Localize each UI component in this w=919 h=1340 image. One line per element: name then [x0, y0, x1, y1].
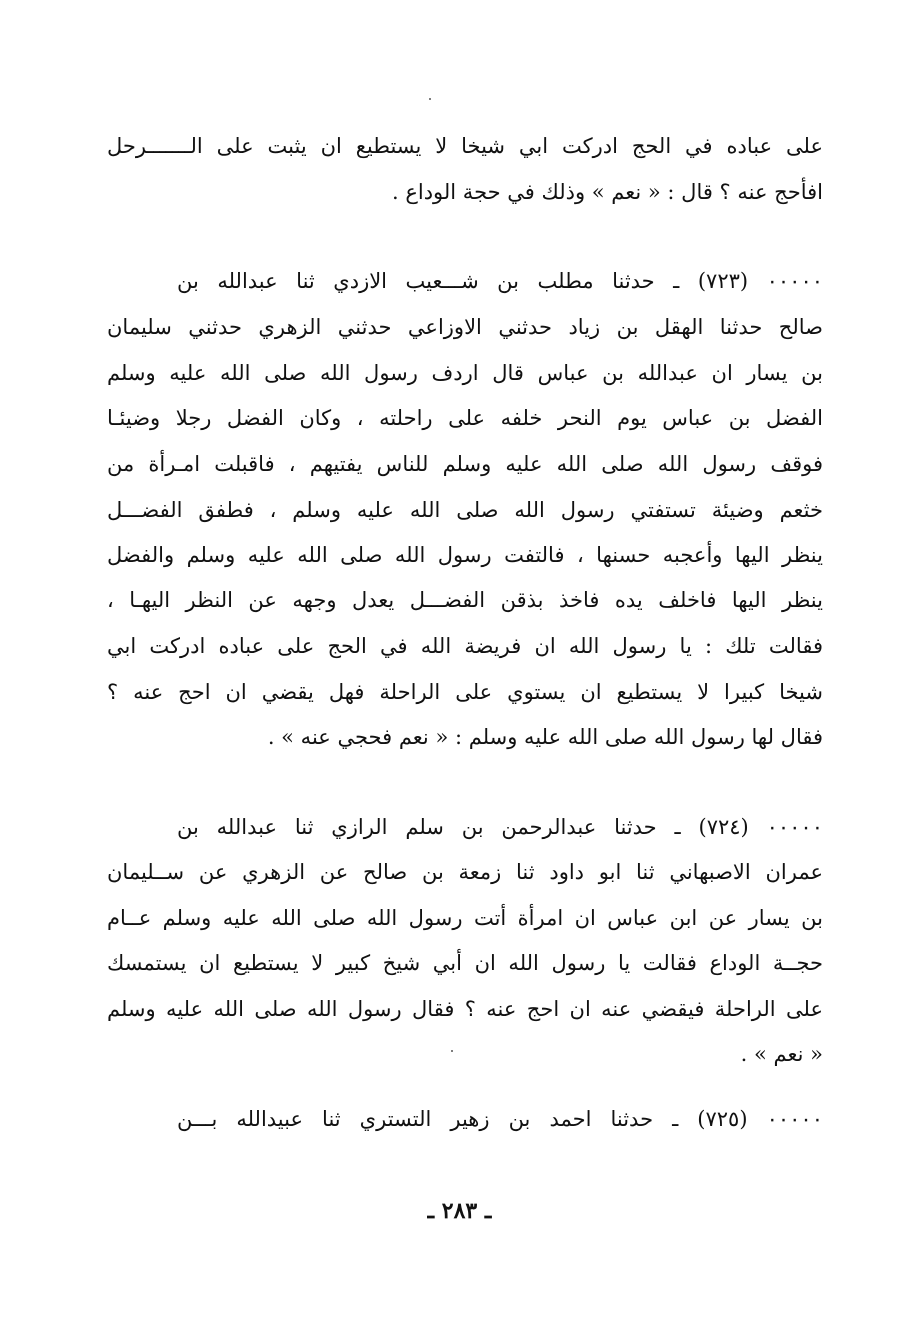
- text-line: ينظر اليها فاخلف يده فاخذ بذقن الفضـــل يعدل وجهه عن النظر اليهـا ،: [107, 588, 823, 612]
- text-line: افأحج عنه ؟ قال : « نعم » وذلك في حجة الوداع .: [391, 180, 823, 204]
- text-line: بن يسار ان عبدالله بن عباس قال اردف رسول الله صلى الله عليه وسلم: [107, 361, 823, 385]
- text-line: فقال لها رسول الله صلى الله عليه وسلم : « نعم فحجي عنه » .: [267, 725, 823, 749]
- text-line: فقالت تلك : يا رسول الله ان فريضة الله في الحج على عباده ادركت ابي: [107, 634, 823, 658]
- text-line: فوقف رسول الله صلى الله عليه وسلم للناس يفتيهم ، فاقبلت امـرأة من: [107, 452, 823, 476]
- text-line: شيخا كبيرا لا يستطيع ان يستوي على الراحلة فهل يقضي ان احج عنه ؟: [107, 680, 823, 704]
- text-line: « نعم » .: [740, 1042, 823, 1066]
- hadith-724-heading: ٠٠٠٠٠ (٧٢٤) ـ حدثنا عبدالرحمن بن سلم الرازي ثنا عبدالله بن: [177, 815, 823, 839]
- text-line: عمران الاصبهاني ثنا ابو داود ثنا زمعة بن صالح عن الزهري عن ســليمان: [107, 860, 823, 884]
- page-number: ـ ٢٨٣ ـ: [427, 1198, 492, 1224]
- text-line: على الراحلة فيقضي عنه ان احج عنه ؟ فقال رسول الله صلى الله عليه وسلم: [107, 997, 823, 1021]
- hadith-723-heading: ٠٠٠٠٠ (٧٢٣) ـ حدثنا مطلب بن شـــعيب الازدي ثنا عبدالله بن: [177, 269, 824, 293]
- text-line: حجــة الوداع فقالت يا رسول الله ان أبي شيخ كبير لا يستطيع ان يستمسك: [107, 951, 823, 975]
- text-line: الفضل بن عباس يوم النحر خلفه على راحلته ، وكان الفضل رجلا وضيئـا: [107, 406, 823, 430]
- text-line: صالح حدثنا الهقل بن زياد حدثني الاوزاعي حدثني الزهري حدثني سليمان: [107, 315, 823, 339]
- text-line: بن يسار عن ابن عباس ان امرأة أتت رسول الله صلى الله عليه وسلم عــام: [107, 906, 823, 930]
- hadith-725-heading: ٠٠٠٠٠ (٧٢٥) ـ حدثنا احمد بن زهير التستري ثنا عبيدالله بـــن: [177, 1107, 823, 1131]
- text-line: على عباده في الحج ادركت ابي شيخا لا يستطيع ان يثبت على الـــــــرحل: [107, 134, 823, 158]
- text-line: ينظر اليها وأعجبه حسنها ، فالتفت رسول الله صلى الله عليه وسلم والفضل: [107, 543, 823, 567]
- scan-speck: [451, 1050, 453, 1052]
- text-line: خثعم وضيئة تستفتي رسول الله صلى الله عليه وسلم ، فطفق الفضـــل: [107, 498, 823, 522]
- scan-speck: [429, 98, 431, 100]
